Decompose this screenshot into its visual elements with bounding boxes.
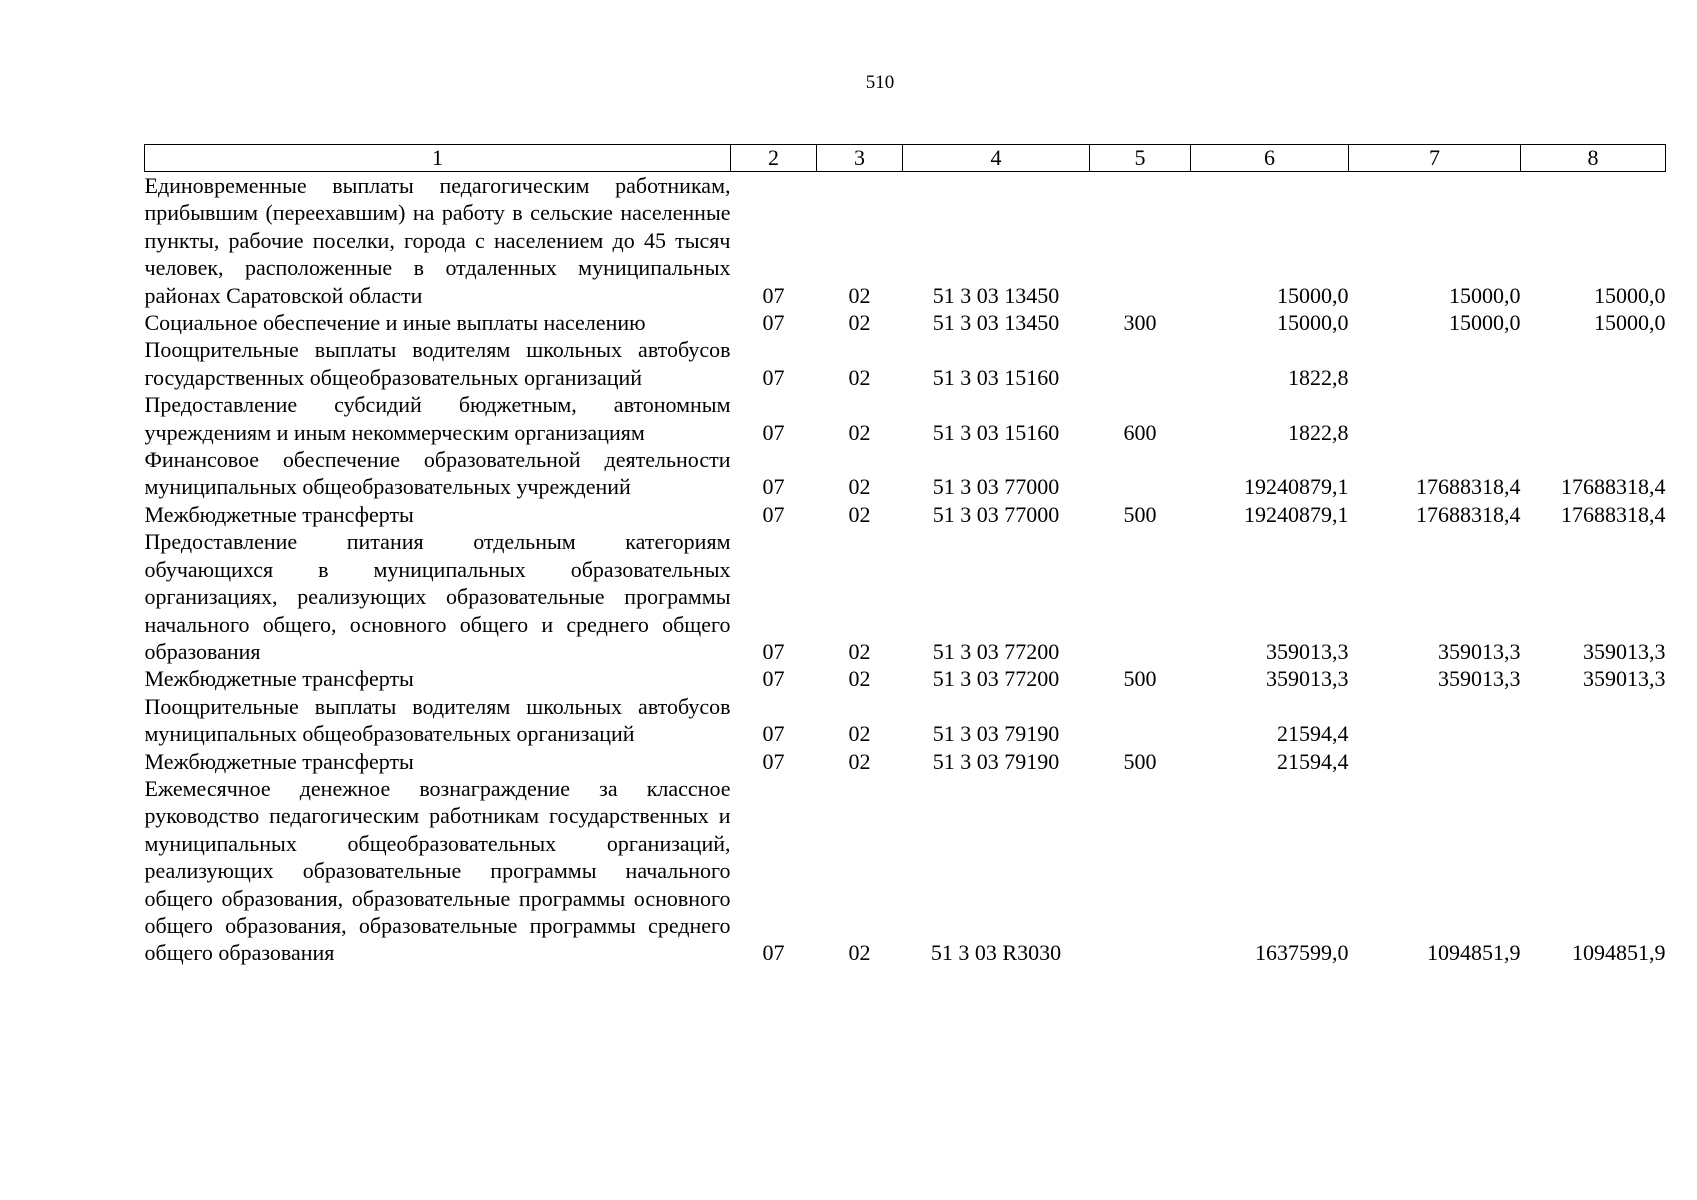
row-amount-col8: [1521, 391, 1666, 446]
row-name: Социальное обеспечение и иные выплаты населению: [144, 310, 646, 336]
row-amount-col7: 15000,0: [1449, 282, 1521, 308]
row-target-code: 51 3 03 13450: [932, 310, 1060, 336]
row-amount-col7: [1349, 693, 1521, 748]
row-amount-col6: 1637599,0: [1255, 940, 1349, 966]
header-col-7: 7: [1349, 145, 1521, 172]
table-row: [145, 665, 1666, 692]
row-amount-col6: 21594,4: [1277, 721, 1349, 747]
row-name: Ежемесячное денежное вознаграждение за классное руководство педагогическим работникам государственных и муниципальных общеобразовательных организаций, реализующих образовательные программы начального общего образования, образовательные программы основного общего образования, образовательные программы среднего общего образования: [144, 775, 731, 966]
header-col-8: 8: [1521, 145, 1666, 172]
row-expense-type: [1090, 336, 1191, 391]
row-target-code: 51 3 03 15160: [932, 364, 1060, 390]
row-section: 07: [762, 419, 785, 445]
row-amount-col8: [1521, 693, 1666, 748]
row-target-code: 51 3 03 77200: [932, 638, 1060, 664]
row-amount-col7: 359013,3: [1438, 638, 1521, 664]
table-row: [145, 528, 1666, 665]
row-amount-col7: [1349, 748, 1521, 775]
row-section: 07: [762, 282, 785, 308]
header-col-3: 3: [817, 145, 903, 172]
table-row: [145, 391, 1666, 446]
header-col-5: 5: [1090, 145, 1191, 172]
row-expense-type: [1090, 775, 1191, 967]
table-row: [145, 172, 1666, 310]
table-row: [145, 748, 1666, 775]
row-name: Предоставление субсидий бюджетным, автономным учреждениям и иным некоммерческим организациям: [144, 392, 731, 445]
table-row: [145, 775, 1666, 967]
row-amount-col8: [1521, 336, 1666, 391]
table-row: [145, 309, 1666, 336]
row-amount-col6: 19240879,1: [1244, 474, 1349, 500]
row-subsection: 02: [848, 940, 871, 966]
row-section: 07: [762, 666, 785, 692]
row-amount-col7: 1094851,9: [1427, 940, 1521, 966]
row-subsection: 02: [848, 310, 871, 336]
row-amount-col7: 15000,0: [1449, 310, 1521, 336]
row-name: Поощрительные выплаты водителям школьных автобусов муниципальных общеобразовательных организаций: [144, 693, 731, 747]
row-target-code: 51 3 03 77000: [932, 474, 1060, 500]
page-number: 510: [865, 72, 895, 93]
row-amount-col8: 359013,3: [1583, 666, 1666, 692]
row-amount-col6: 359013,3: [1266, 666, 1349, 692]
row-amount-col6: 1822,8: [1288, 419, 1349, 445]
row-name: Межбюджетные трансферты: [144, 748, 414, 774]
row-amount-col7: 359013,3: [1438, 666, 1521, 692]
row-expense-type: 500: [1123, 666, 1157, 692]
budget-table: [144, 144, 1666, 967]
row-amount-col8: 15000,0: [1594, 310, 1666, 336]
row-name: Финансовое обеспечение образовательной деятельности муниципальных общеобразовательных учреждений: [144, 447, 731, 500]
row-subsection: 02: [848, 638, 871, 664]
row-section: 07: [762, 501, 785, 527]
row-expense-type: 300: [1123, 310, 1157, 336]
row-amount-col7: 17688318,4: [1416, 474, 1521, 500]
row-amount-col7: 17688318,4: [1416, 501, 1521, 527]
row-section: 07: [762, 638, 785, 664]
header-col-6: 6: [1191, 145, 1349, 172]
row-section: 07: [762, 940, 785, 966]
row-amount-col6: 359013,3: [1266, 638, 1349, 664]
row-amount-col6: 15000,0: [1277, 282, 1349, 308]
row-target-code: 51 3 03 15160: [932, 419, 1060, 445]
row-subsection: 02: [848, 364, 871, 390]
row-name: Поощрительные выплаты водителям школьных автобусов государственных общеобразовательных организаций: [144, 337, 731, 390]
row-target-code: 51 3 03 79190: [932, 748, 1060, 774]
row-expense-type: [1090, 693, 1191, 748]
row-amount-col6: 19240879,1: [1244, 501, 1349, 527]
table-row: [145, 501, 1666, 528]
header-row: [145, 145, 1666, 172]
row-name: Единовременные выплаты педагогическим работникам, прибывшим (переехавшим) на работу в сельские населенные пункты, рабочие поселки, города с населением до 45 тысяч человек, расположенные в отдаленных муниципальных районах Саратовской области: [144, 173, 731, 308]
header-col-2: 2: [731, 145, 817, 172]
row-expense-type: [1090, 528, 1191, 665]
row-target-code: 51 3 03 77000: [932, 501, 1060, 527]
row-amount-col6: 21594,4: [1277, 748, 1349, 774]
row-target-code: 51 3 03 13450: [932, 282, 1060, 308]
row-expense-type: 500: [1123, 501, 1157, 527]
row-target-code: 51 3 03 79190: [932, 721, 1060, 747]
row-name: Предоставление питания отдельным категориям обучающихся в муниципальных образовательных организациях, реализующих образовательные программы начального общего, основного общего и среднего общего образования: [144, 529, 731, 664]
header-col-4: 4: [903, 145, 1090, 172]
row-subsection: 02: [848, 501, 871, 527]
row-amount-col8: 1094851,9: [1572, 940, 1666, 966]
row-amount-col7: [1349, 391, 1521, 446]
row-subsection: 02: [848, 419, 871, 445]
row-amount-col6: 1822,8: [1288, 364, 1349, 390]
row-expense-type: [1090, 172, 1191, 310]
row-section: 07: [762, 364, 785, 390]
row-subsection: 02: [848, 721, 871, 747]
row-amount-col6: 15000,0: [1277, 310, 1349, 336]
row-name: Межбюджетные трансферты: [144, 501, 414, 527]
row-amount-col8: 17688318,4: [1561, 501, 1666, 527]
row-expense-type: [1090, 446, 1191, 501]
row-amount-col7: [1349, 336, 1521, 391]
row-section: 07: [762, 748, 785, 774]
row-section: 07: [762, 721, 785, 747]
header-col-1: 1: [145, 145, 731, 172]
row-subsection: 02: [848, 666, 871, 692]
row-expense-type: 500: [1123, 748, 1157, 774]
table-row: [145, 446, 1666, 501]
row-subsection: 02: [848, 282, 871, 308]
row-amount-col8: 15000,0: [1594, 282, 1666, 308]
row-amount-col8: [1521, 748, 1666, 775]
row-section: 07: [762, 474, 785, 500]
row-name: Межбюджетные трансферты: [144, 666, 414, 692]
row-target-code: 51 3 03 77200: [932, 666, 1060, 692]
row-section: 07: [762, 310, 785, 336]
table-row: [145, 336, 1666, 391]
row-amount-col8: 359013,3: [1583, 638, 1666, 664]
row-amount-col8: 17688318,4: [1561, 474, 1666, 500]
row-expense-type: 600: [1123, 419, 1157, 445]
row-target-code: 51 3 03 R3030: [930, 940, 1062, 966]
table-row: [145, 693, 1666, 748]
row-subsection: 02: [848, 474, 871, 500]
row-subsection: 02: [848, 748, 871, 774]
